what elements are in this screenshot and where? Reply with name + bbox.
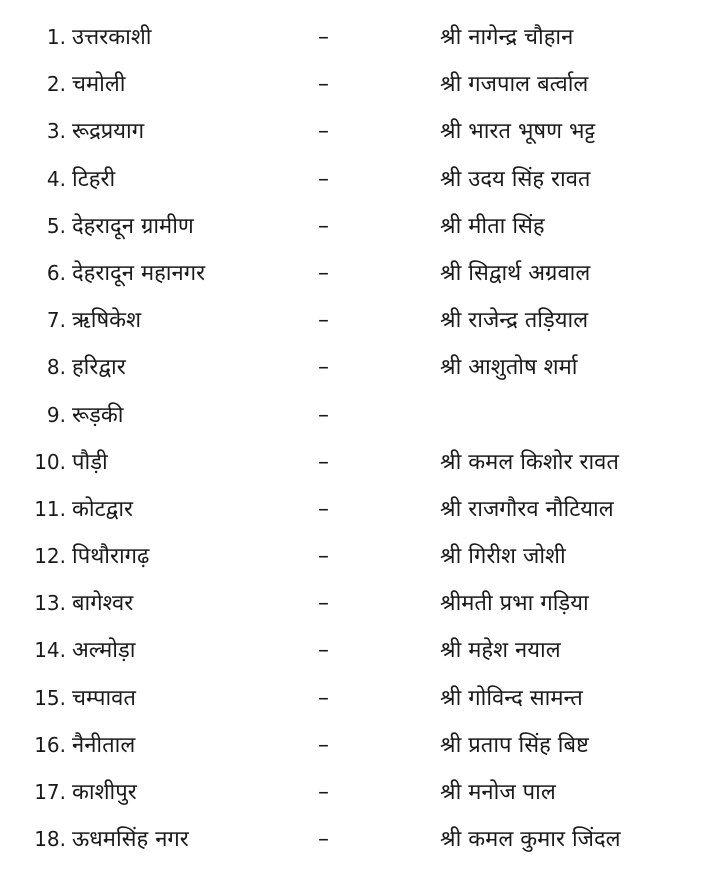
item-number: 3. <box>46 119 66 144</box>
separator-dash: – <box>318 827 329 853</box>
item-number: 14. <box>34 638 66 663</box>
person-name: श्री उदय सिंह रावत <box>440 166 591 192</box>
separator-dash: – <box>318 72 329 98</box>
district-name: चम्पावत <box>72 685 136 711</box>
separator-dash: – <box>318 166 329 192</box>
list-item <box>0 533 714 580</box>
separator-dash: – <box>318 638 329 664</box>
item-number: 18. <box>34 827 66 852</box>
list-item <box>0 297 714 344</box>
district-name: हरिद्वार <box>72 355 126 381</box>
separator-dash: – <box>318 25 329 50</box>
list-item <box>0 580 714 627</box>
item-number: 5. <box>46 213 66 238</box>
person-name: श्री कमल कुमार जिंदल <box>440 827 621 853</box>
separator-dash: – <box>318 732 329 758</box>
district-name: टिहरी <box>72 166 116 192</box>
person-name: श्री आशुतोष शर्मा <box>440 355 578 381</box>
list-item <box>0 769 714 816</box>
district-name: पौड़ी <box>72 449 108 475</box>
list-item <box>0 203 714 250</box>
separator-dash: – <box>318 308 329 334</box>
item-number: 16. <box>34 732 66 757</box>
list-item <box>0 392 714 439</box>
separator-dash: – <box>318 213 329 239</box>
person-name: श्री गजपाल बर्त्वाल <box>440 72 589 98</box>
separator-dash: – <box>318 544 329 570</box>
item-number: 11. <box>34 496 66 521</box>
person-name: श्री कमल किशोर रावत <box>440 449 619 475</box>
item-number: 17. <box>34 780 66 804</box>
item-number: 4. <box>46 166 66 191</box>
list-item <box>0 108 714 155</box>
person-name: श्री महेश नयाल <box>440 638 561 664</box>
district-name: उत्तरकाशी <box>72 25 152 50</box>
district-name: ऊधमसिंह नगर <box>72 827 189 853</box>
person-name: श्री सिद्वार्थ अग्रवाल <box>440 260 591 286</box>
item-number: 7. <box>46 308 66 333</box>
list-item <box>0 250 714 297</box>
district-name: कोटद्वार <box>72 496 134 522</box>
separator-dash: – <box>318 780 329 805</box>
list-item <box>0 156 714 203</box>
district-name: अल्मोड़ा <box>72 638 136 664</box>
separator-dash: – <box>318 685 329 711</box>
list-item <box>0 486 714 533</box>
district-name: ऋषिकेश <box>72 308 142 334</box>
item-number: 10. <box>34 449 66 474</box>
district-name: रूड़की <box>72 402 124 428</box>
separator-dash: – <box>318 449 329 475</box>
person-name: श्री प्रताप सिंह बिष्ट <box>440 732 589 758</box>
district-name: देहरादून ग्रामीण <box>72 213 194 239</box>
person-name: श्रीमती प्रभा गड़िया <box>440 591 589 617</box>
district-name: नैनीताल <box>72 732 136 758</box>
person-name: श्री राजेन्द्र तड़ियाल <box>440 308 589 334</box>
list-item <box>0 14 714 61</box>
item-number: 9. <box>46 402 66 427</box>
district-name: देहरादून महानगर <box>72 260 206 286</box>
separator-dash: – <box>318 402 329 428</box>
separator-dash: – <box>318 260 329 286</box>
item-number: 2. <box>46 72 66 97</box>
list-item <box>0 675 714 722</box>
district-name: बागेश्वर <box>72 591 134 617</box>
list-item <box>0 344 714 391</box>
person-name: श्री मनोज पाल <box>440 780 556 805</box>
list-item <box>0 722 714 769</box>
separator-dash: – <box>318 119 329 145</box>
item-number: 6. <box>46 260 66 285</box>
item-number: 15. <box>34 685 66 710</box>
district-president-list <box>0 14 714 863</box>
person-name: श्री गिरीश जोशी <box>440 544 566 570</box>
item-number: 8. <box>46 355 66 380</box>
district-name: काशीपुर <box>72 780 137 805</box>
person-name: श्री गोविन्द सामन्त <box>440 685 583 711</box>
person-name: श्री नागेन्द्र चौहान <box>440 25 574 50</box>
separator-dash: – <box>318 591 329 617</box>
item-number: 1. <box>46 25 66 49</box>
district-name: पिथौरागढ़ <box>72 544 150 570</box>
district-name: चमोली <box>72 72 126 98</box>
list-item <box>0 439 714 486</box>
person-name: श्री मीता सिंह <box>440 213 545 239</box>
list-item <box>0 816 714 863</box>
separator-dash: – <box>318 496 329 522</box>
district-name: रूद्रप्रयाग <box>72 119 145 145</box>
separator-dash: – <box>318 355 329 381</box>
list-item <box>0 61 714 108</box>
person-name: श्री भारत भूषण भट्ट <box>440 119 596 145</box>
item-number: 12. <box>34 544 66 569</box>
item-number: 13. <box>34 591 66 616</box>
person-name: श्री राजगौरव नौटियाल <box>440 496 614 522</box>
list-item <box>0 627 714 674</box>
